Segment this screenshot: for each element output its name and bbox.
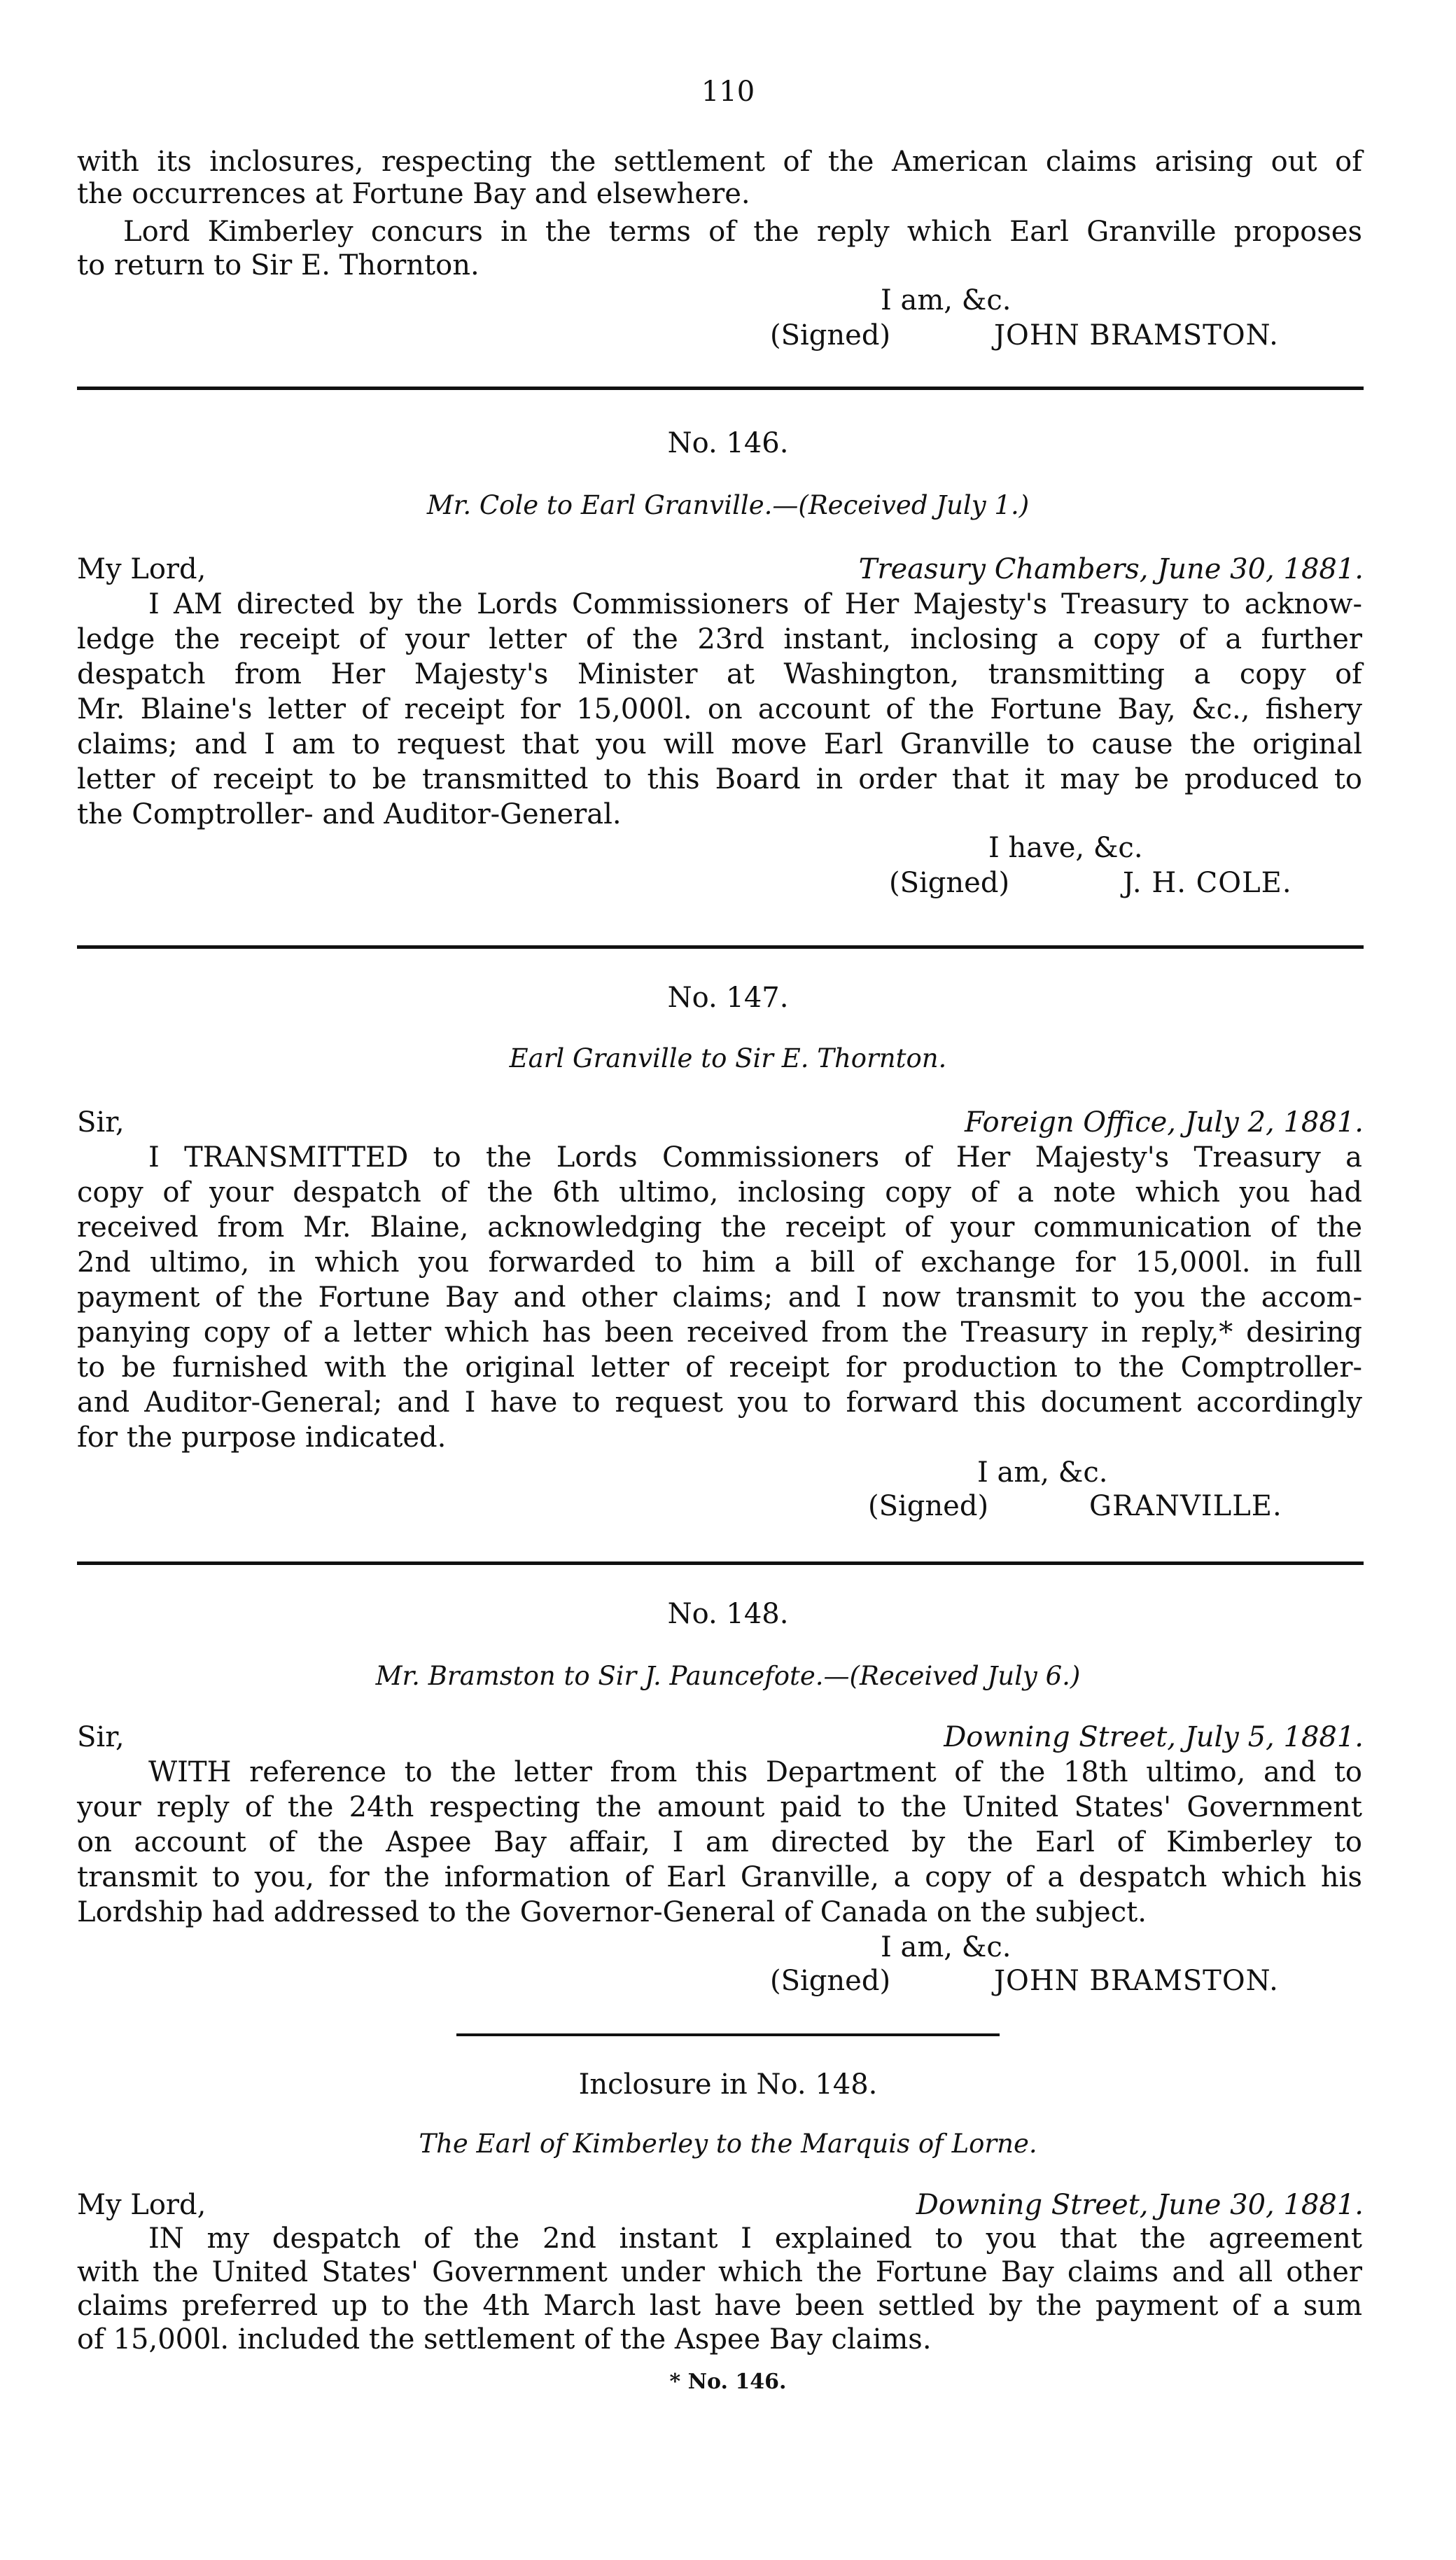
doc147-line-7: to be furnished with the original letter of receipt for production to the Comptroller- [77,1351,1362,1384]
top-line-4: to return to Sir E. Thornton. [77,249,479,281]
doc147-salutation: Sir, [77,1106,125,1139]
top-signer: JOHN BRAMSTON. [994,319,1279,352]
doc146-line-4: Mr. Blaine's letter of receipt for 15,000l. on account of the Fortune Bay, &c., fishery [77,693,1362,725]
section-divider [77,1561,1364,1565]
doc148-signed-label: (Signed) [770,1965,891,1997]
doc146-salutation: My Lord, [77,553,206,585]
top-line-1: with its inclosures, respecting the settlement of the American claims arising out of [77,146,1362,178]
doc147-line-3: received from Mr. Blaine, acknowledging the receipt of your communication of the [77,1211,1362,1244]
doc147-signed-label: (Signed) [868,1490,989,1522]
doc146-signer: J. H. COLE. [1123,867,1292,899]
doc146-line-2: ledge the receipt of your letter of the 23rd instant, inclosing a copy of a further [77,623,1362,655]
doc146-title: Mr. Cole to Earl Granville.—(Received July 1.) [426,490,1030,520]
inclosure-heading: Inclosure in No. 148. [578,2068,878,2101]
doc146-number: No. 146. [667,427,789,459]
doc148-place-date: Downing Street, July 5, 1881. [944,1721,1364,1753]
doc147-place-date: Foreign Office, July 2, 1881. [964,1106,1364,1139]
doc148-line-3: on account of the Aspee Bay affair, I am directed by the Earl of Kimberley to [77,1826,1362,1858]
doc148-line-4: transmit to you, for the information of Earl Granville, a copy of a despatch which his [77,1861,1362,1893]
doc147-line-6: panying copy of a letter which has been received from the Treasury in reply,* desiring [77,1316,1362,1349]
doc146-place-date: Treasury Chambers, June 30, 1881. [858,553,1364,585]
doc146-line-3: despatch from Her Majesty's Minister at Washington, transmitting a copy of [77,658,1362,690]
inclosure-title: The Earl of Kimberley to the Marquis of Lorne. [419,2129,1037,2159]
inclosure-line-4: of 15,000l. included the settlement of the Aspee Bay claims. [77,2323,932,2356]
doc146-line-1: I AM directed by the Lords Commissioners of Her Majesty's Treasury to acknow- [148,588,1362,620]
doc147-line-1: I TRANSMITTED to the Lords Commissioners of Her Majesty's Treasury a [148,1141,1362,1174]
doc146-closing: I have, &c. [988,832,1143,864]
doc148-closing: I am, &c. [881,1931,1011,1963]
top-line-2: the occurrences at Fortune Bay and elsewhere. [77,178,750,210]
doc147-line-4: 2nd ultimo, in which you forwarded to him a bill of exchange for 15,000l. in full [77,1246,1362,1279]
doc147-signer: GRANVILLE. [1089,1490,1282,1522]
doc147-line-9: for the purpose indicated. [77,1421,447,1454]
doc147-line-2: copy of your despatch of the 6th ultimo, inclosing copy of a note which you had [77,1176,1362,1209]
footnote: * No. 146. [669,2370,787,2394]
doc147-line-5: payment of the Fortune Bay and other claims; and I now transmit to you the accom- [77,1281,1362,1314]
doc148-signer: JOHN BRAMSTON. [994,1965,1279,1997]
doc148-line-5: Lordship had addressed to the Governor-General of Canada on the subject. [77,1896,1147,1928]
doc146-line-5: claims; and I am to request that you will move Earl Granville to cause the original [77,728,1362,760]
top-closing: I am, &c. [881,284,1011,316]
page-number: 110 [701,76,755,108]
doc148-salutation: Sir, [77,1721,125,1753]
doc148-title: Mr. Bramston to Sir J. Pauncefote.—(Received July 6.) [375,1661,1081,1691]
doc148-number: No. 148. [667,1598,789,1630]
top-signed-label: (Signed) [770,319,891,352]
doc147-number: No. 147. [667,982,789,1014]
doc147-closing: I am, &c. [977,1456,1108,1489]
doc147-title: Earl Granville to Sir E. Thornton. [509,1043,947,1073]
inclosure-line-3: claims preferred up to the 4th March last have been settled by the payment of a sum [77,2290,1362,2322]
inclosure-line-1: IN my despatch of the 2nd instant I explained to you that the agreement [148,2222,1362,2255]
inclosure-salutation: My Lord, [77,2189,206,2221]
doc148-line-2: your reply of the 24th respecting the amount paid to the United States' Government [77,1791,1362,1823]
doc148-line-1: WITH reference to the letter from this Department of the 18th ultimo, and to [148,1756,1362,1788]
short-divider [456,2033,1000,2036]
doc146-line-6: letter of receipt to be transmitted to this Board in order that it may be produced to [77,763,1362,795]
inclosure-line-2: with the United States' Government under which the Fortune Bay claims and all other [77,2256,1362,2288]
section-divider [77,945,1364,949]
doc146-line-7: the Comptroller- and Auditor-General. [77,798,622,830]
inclosure-place-date: Downing Street, June 30, 1881. [916,2189,1364,2221]
doc147-line-8: and Auditor-General; and I have to request you to forward this document accordingly [77,1386,1362,1419]
top-line-3: Lord Kimberley concurs in the terms of the reply which Earl Granville proposes [123,216,1362,248]
doc146-signed-label: (Signed) [889,867,1010,899]
section-divider [77,387,1364,390]
